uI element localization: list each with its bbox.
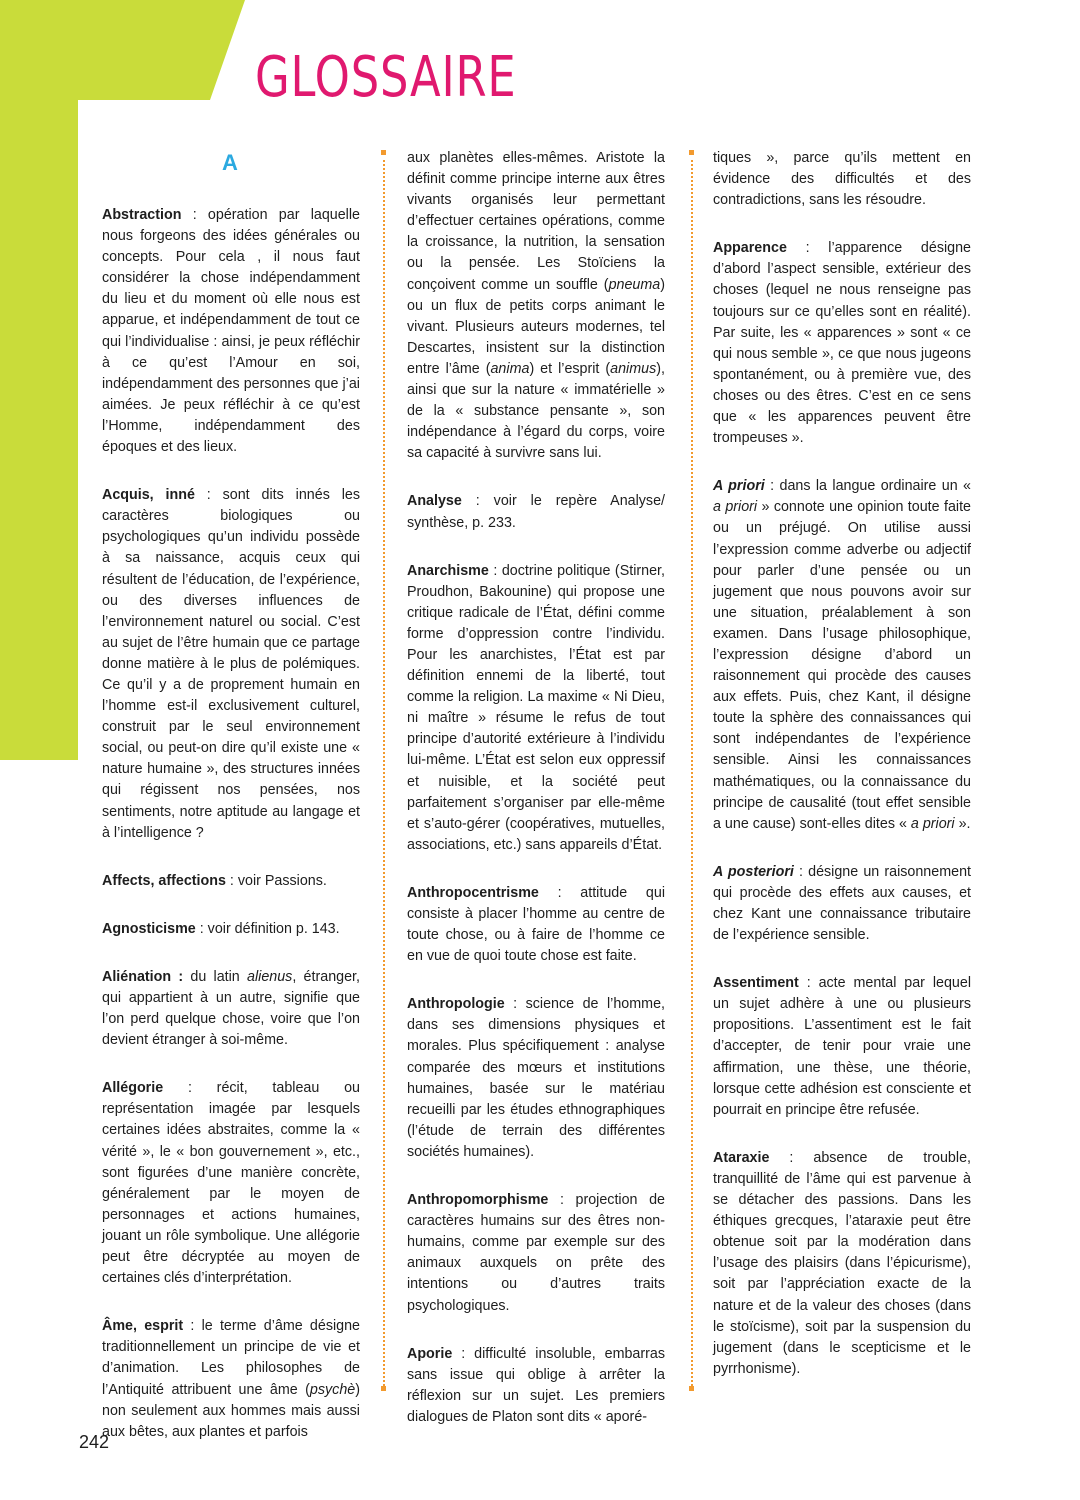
entry-text: : dans la langue ordinaire un « [764, 478, 971, 495]
entry-term: Allégorie [102, 1080, 164, 1097]
entry-text: ), ainsi que sur la nature « immatérielle » de la « substance pensante », son indépendance à l’égard du corps, voire sa capacité à survivre sans lui. [407, 360, 665, 462]
entry-term: Anthropologie [407, 996, 505, 1013]
entry-term: Ataraxie [713, 1149, 770, 1166]
entry-text: : opération par laquelle nous forgeons des idées générales ou concepts. Pour cela , il nous faut considérer la chose indépendamment du lieu et du moment où elle nous est apparue, et indépendamment de tout ce qui l’individualise : ainsi, je peux réfléchir à ce qu’est l’Amour en soi, indépendamment des personnes que j’ai aimées. Je peux réfléchir à ce qu’est l’Homme, indépendamment des époques et des lieux. [102, 207, 360, 456]
entry-text: : voir le repère Analyse/ synthèse, p. 233. [407, 493, 665, 531]
entry-italic: a priori [713, 499, 758, 516]
entry-term: Analyse [407, 493, 462, 510]
entry-text: : attitude qui consiste à placer l’homme au centre de toute chose, ou à faire de l’homme ce en vue de quoi toute chose est faite. [407, 884, 665, 965]
entry-a-posteriori [713, 862, 971, 946]
entry-italic: a priori [910, 815, 955, 832]
entry-a-priori [713, 476, 971, 835]
entry-acquis-inne [102, 485, 360, 844]
entry-term: Acquis, inné [102, 487, 195, 504]
entry-term: Âme, esprit [102, 1318, 184, 1335]
entry-text: aux planètes elles-mêmes. Aristote la définit comme principe interne aux êtres vivants organisés leur permettant d’effectuer certaines opérations, comme la croissance, la nutrition, la sensation ou la pensée. Les Stoïciens la conçoivent comme un souffle ( [407, 150, 665, 293]
entry-anthropologie [407, 994, 665, 1163]
entry-analyse [407, 491, 665, 533]
entry-italic: psychè [309, 1381, 356, 1398]
entry-agnosticisme [102, 919, 360, 940]
entry-text: : voir définition p. 143. [195, 920, 340, 937]
entry-alienation [102, 967, 360, 1051]
column-divider-right [691, 160, 693, 1386]
entry-text: : désigne un raisonnement qui procède des effets aux causes, et chez Kant une connaissance tributaire de l’expérience sensible. [713, 863, 971, 944]
entry-text: : acte mental par lequel un sujet adhère à une ou plusieurs propositions. L’assentiment est le fait d’accepter, de tenir pour vraie une affirmation, une thèse, une théorie, lorsque cette adhésion est consciente et pourrait en principe être refusée. [713, 975, 971, 1118]
entry-text: : récit, tableau ou représentation imagée par lesquels certaines idées abstraites, comme la « vérité », le « bon gouvernement », etc., sont figurées d’une manière concrète, généralement par le moyen de personnages et actions humaines, jouant un rôle symbolique. Une allégorie peut être décryptée au moyen de certaines clés d’interprétation. [102, 1080, 360, 1287]
entry-text: : sont dits innés les caractères biologiques ou psychologiques qu’un individu possède à sa naissance, acquis ceux qui résultent de l’éducation, de l’expérience, ou des diverses influences de l’environnement naturel ou social. C’est au sujet de l’être humain que ce partage donne matière à le plus de polémiques. Ce qu’il y a de proprement humain en l’homme est-il exclusivement culturel, construit par le seul environnement social, ou peut-on dire qu’il existe une « nature humaine », des structures innées qui régissent nos pensées, nos sentiments, notre aptitude au langage et à l’intelligence ? [102, 487, 360, 841]
entry-text: ) ou un flux de petits corps animant le vivant. Plusieurs auteurs modernes, tel Descartes, insistent sur la distinction entre l’âme ( [407, 276, 665, 377]
entry-term: Apparence [713, 240, 787, 257]
column-3 [713, 148, 971, 1407]
entry-text: : difficulté insoluble, embarras sans issue qui oblige à arrêter la réflexion sur un sujet. Les premiers dialogues de Platon sont dits « aporé- [407, 1345, 665, 1425]
entry-italic: anima [490, 360, 530, 377]
entry-anthropocentrisme [407, 883, 665, 967]
entry-ataraxie [713, 1148, 971, 1380]
entry-text: : science de l’homme, dans ses dimensions physiques et morales. Plus spécifiquement : analyse comparée des mœurs et institutions humaines, basée sur le matériau recueilli par les études ethnographiques (l’étude de terrain des différentes sociétés humaines). [407, 996, 665, 1160]
entry-term: A posteriori [713, 863, 794, 880]
divider-tip-right-top [689, 150, 694, 155]
entry-text: : l’apparence désigne d’abord l’aspect sensible, extérieur des choses (lequel ne nous renseigne pas toujours sur ce qu’elles sont en réalité). Par suite, les « apparences » sont « ce qui nous semble », ce que nous jugeons spontanément, ou à première vue, des choses ou des êtres. C’est en ce sens que « les apparences peuvent être trompeuses ». [713, 240, 971, 447]
divider-tip-left-bottom [381, 1386, 386, 1391]
entry-text: ) non seulement aux hommes mais aussi aux bêtes, aux plantes et parfois [102, 1381, 360, 1440]
entry-term: Anarchisme [407, 562, 489, 579]
entry-term: Agnosticisme [102, 920, 196, 937]
entry-aporie-continued [713, 148, 971, 211]
entry-text: : absence de trouble, tranquillité de l’âme qui est parvenue à se détacher des passions. Dans les éthiques grecques, l’ataraxie peut être obtenue soit par la modération dans l’usage des plaisirs (dans l’épicurisme), soit par l’appréciation exacte de la nature et de la valeur des choses (dans le stoïcisme), soit par la suspension du jugement (dans le scepticisme et le pyrrhonisme). [713, 1149, 971, 1377]
entry-ame-esprit-continued [407, 148, 665, 464]
entry-term: Assentiment [713, 975, 799, 992]
entry-term: Anthropomorphisme [407, 1192, 549, 1209]
page-number: 242 [79, 1432, 110, 1452]
entry-italic: alienus [247, 968, 293, 985]
column-1 [102, 205, 360, 1470]
entry-anthropomorphisme [407, 1190, 665, 1317]
entry-anarchisme [407, 561, 665, 856]
entry-assentiment [713, 973, 971, 1121]
entry-abstraction [102, 205, 360, 458]
entry-text: tiques », parce qu’ils mettent en évidence des difficultés et des contradictions, sans les résoudre. [713, 150, 971, 209]
entry-apparence [713, 238, 971, 449]
entry-term: Anthropocentrisme [407, 884, 539, 901]
divider-tip-left-top [381, 150, 386, 155]
entry-term: Abstraction [102, 207, 182, 223]
entry-text: » connote une opinion toute faite ou un préjugé. On utilise aussi l’expression comme adverbe ou adjectif pour parler d’une pensée ou un jugement que nous pouvons avoir sur une situation, préalablement à son examen. Dans l’usage philosophique, l’expression désigne d’abord un raisonnement qui procède des causes aux effets. Puis, chez Kant, il désigne toute la sphère des connaissances qui sont indépendantes de l’expérience sensible. Ainsi les connaissances mathématiques, ou la connaissance du principe de causalité (tout effet sensible a une cause) sont-elles dites « [713, 499, 971, 832]
entry-term: A priori [713, 478, 765, 495]
entry-text: : projection de caractères humains sur des êtres non-humains, comme par exemple sur des animaux auxquels on prête des intentions ou d’autres traits psychologiques. [407, 1192, 665, 1314]
entry-italic: pneuma [608, 276, 661, 293]
entry-ame-esprit [102, 1316, 360, 1443]
entry-term: Affects, affections [102, 872, 226, 889]
page-title: GLOSSAIRE [255, 45, 517, 110]
entry-text: ) et l’esprit ( [529, 360, 611, 377]
entry-term: Aliénation : [102, 968, 184, 985]
column-divider-left [383, 160, 385, 1386]
entry-aporie [407, 1344, 665, 1428]
entry-allegorie [102, 1078, 360, 1289]
entry-text: : le terme d’âme désigne traditionnellement un principe de vie et d’animation. Les philosophes de l’Antiquité attribuent une âme ( [102, 1318, 360, 1398]
entry-term: Aporie [407, 1345, 453, 1362]
entry-text: : voir Passions. [225, 872, 327, 889]
section-letter: A [222, 150, 238, 175]
column-2 [407, 148, 665, 1455]
entry-text: ». [954, 815, 971, 832]
divider-tip-right-bottom [689, 1386, 694, 1391]
entry-text: , étranger, qui appartient à un autre, signifie que l’on perd quelque chose, voire que l’on devient étranger à soi-même. [102, 968, 360, 1049]
entry-affects [102, 871, 360, 892]
entry-text: : doctrine politique (Stirner, Proudhon, Bakounine) qui propose une critique radicale de l’État, défini comme forme d’oppression contre l’individu. Pour les anarchistes, l’État est par définition ennemi de la liberté, tout comme la religion. La maxime « Ni Dieu, ni maître » résume le refus de tout principe d’autorité extérieure à l’individu lui-même. L’État est selon eux oppressif et nuisible, et la société peut parfaitement s’organiser par elle-même et s’auto-gérer (coopératives, mutuelles, associations, etc.) sans appareils d’État. [407, 562, 665, 853]
entry-text: du latin [183, 968, 248, 985]
entry-italic: animus [610, 360, 657, 377]
